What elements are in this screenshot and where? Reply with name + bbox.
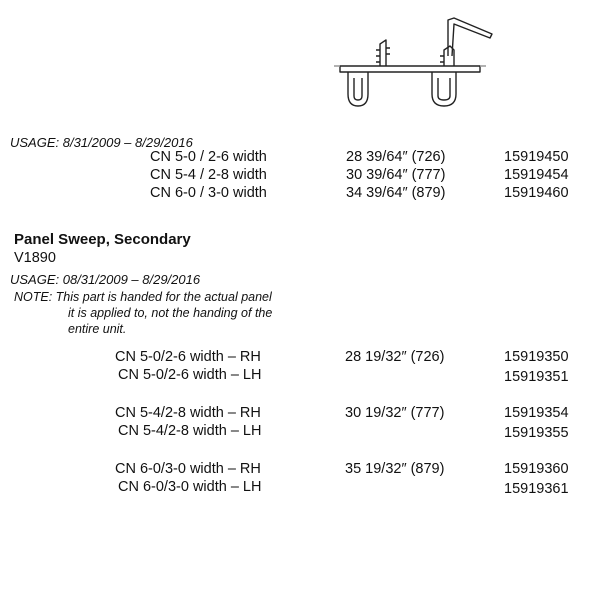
sweep-profile-diagram — [330, 14, 510, 114]
part-size: 30 19/32″ (777) — [345, 405, 445, 421]
section-title: Panel Sweep, Secondary — [14, 231, 191, 248]
part-size: 34 39/64″ (879) — [346, 185, 446, 201]
part-size: 30 39/64″ (777) — [346, 167, 446, 183]
part-description: CN 5-4/2-8 width – RH — [115, 405, 261, 421]
part-code: V1890 — [14, 250, 56, 266]
part-size: 28 19/32″ (726) — [345, 349, 445, 365]
usage-dates: USAGE: 08/31/2009 – 8/29/2016 — [10, 272, 201, 287]
part-size: 35 19/32″ (879) — [345, 461, 445, 477]
part-description: CN 5-0/2-6 width – LH — [118, 367, 262, 383]
part-description: CN 5-0 / 2-6 width — [150, 149, 267, 165]
note-line: entire unit. — [68, 322, 127, 336]
part-description: CN 6-0/3-0 width – RH — [115, 461, 261, 477]
part-description: CN 5-0/2-6 width – RH — [115, 349, 261, 365]
part-size: 28 39/64″ (726) — [346, 149, 446, 165]
part-number: 15919460 — [504, 185, 569, 201]
part-description: CN 6-0/3-0 width – LH — [118, 479, 262, 495]
note-line: it is applied to, not the handing of the — [68, 306, 273, 320]
note-line: NOTE: This part is handed for the actual panel — [14, 290, 272, 304]
part-number: 15919354 — [504, 405, 569, 421]
part-number: 15919454 — [504, 167, 569, 183]
part-number: 15919355 — [504, 425, 569, 441]
usage-dates: USAGE: 8/31/2009 – 8/29/2016 — [10, 135, 193, 150]
part-number: 15919351 — [504, 369, 569, 385]
part-description: CN 5-4/2-8 width – LH — [118, 423, 262, 439]
part-number: 15919361 — [504, 481, 569, 497]
part-description: CN 6-0 / 3-0 width — [150, 185, 267, 201]
part-description: CN 5-4 / 2-8 width — [150, 167, 267, 183]
part-number: 15919350 — [504, 349, 569, 365]
part-number: 15919450 — [504, 149, 569, 165]
part-number: 15919360 — [504, 461, 569, 477]
